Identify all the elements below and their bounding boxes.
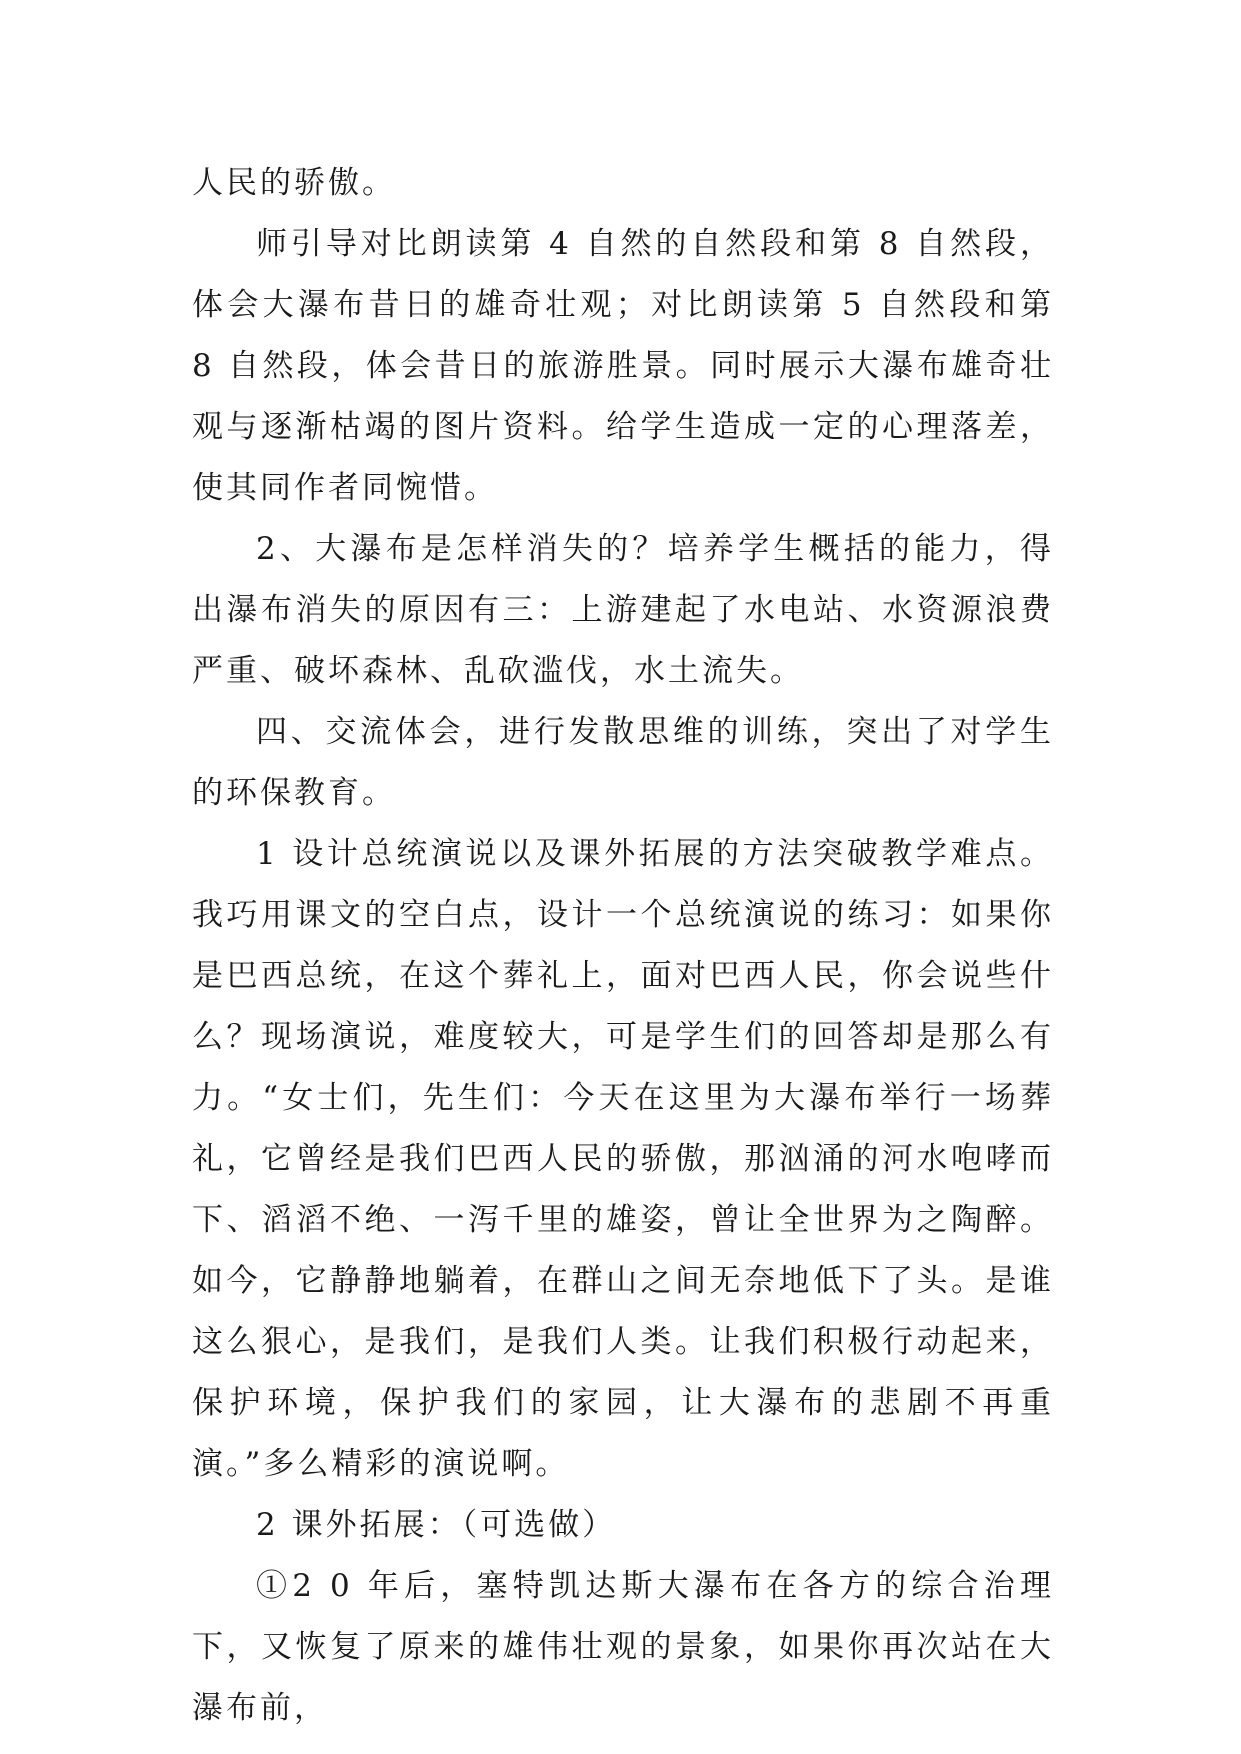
paragraph-president-speech: 1 设计总统演说以及课外拓展的方法突破教学难点。我巧用课文的空白点，设计一个总统演说的练习：如果你是巴西总统，在这个葬礼上，面对巴西人民，你会说些什么？现场演说，难度较大，可是学生们的回答却是那么有力。“女士们，先生们：今天在这里为大瀑布举行一场葬礼，它曾经是我们巴西人民的骄傲，那汹涌的河水咆哮而下、滔滔不绝、一泻千里的雄姿，曾让全世界为之陶醉。如今，它静静地躺着，在群山之间无奈地低下了头。是谁这么狠心，是我们，是我们人类。让我们积极行动起来，保护环境，保护我们的家园，让大瀑布的悲剧不再重演。”多么精彩的演说啊。 <box>192 836 1054 1482</box>
paragraph-comparison-reading: 师引导对比朗读第 4 自然的自然段和第 8 自然段，体会大瀑布昔日的雄奇壮观；对比朗读第 5 自然段和第 8 自然段，体会昔日的旅游胜景。同时展示大瀑布雄奇壮观与逐渐枯竭的图片资料。给学生造成一定的心理落差，使其同作者同惋惜。 <box>192 226 1067 506</box>
paragraph-section-four: 四、交流体会，进行发散思维的训练，突出了对学生的环保教育。 <box>192 714 1054 811</box>
paragraph-continuation: 人民的骄傲。 <box>192 165 396 201</box>
paragraph-extension-heading: 2 课外拓展：（可选做） <box>256 1507 617 1543</box>
document-body <box>192 153 1067 1739</box>
paragraph-waterfall-disappearance: 2、大瀑布是怎样消失的？培养学生概括的能力，得出瀑布消失的原因有三：上游建起了水电站、水资源浪费严重、破坏森林、乱砍滥伐，水土流失。 <box>192 531 1054 689</box>
paragraph-extension-item-1: ①2 0 年后，塞特凯达斯大瀑布在各方的综合治理下，又恢复了原来的雄伟壮观的景象，如果你再次站在大瀑布前， <box>192 1568 1054 1726</box>
